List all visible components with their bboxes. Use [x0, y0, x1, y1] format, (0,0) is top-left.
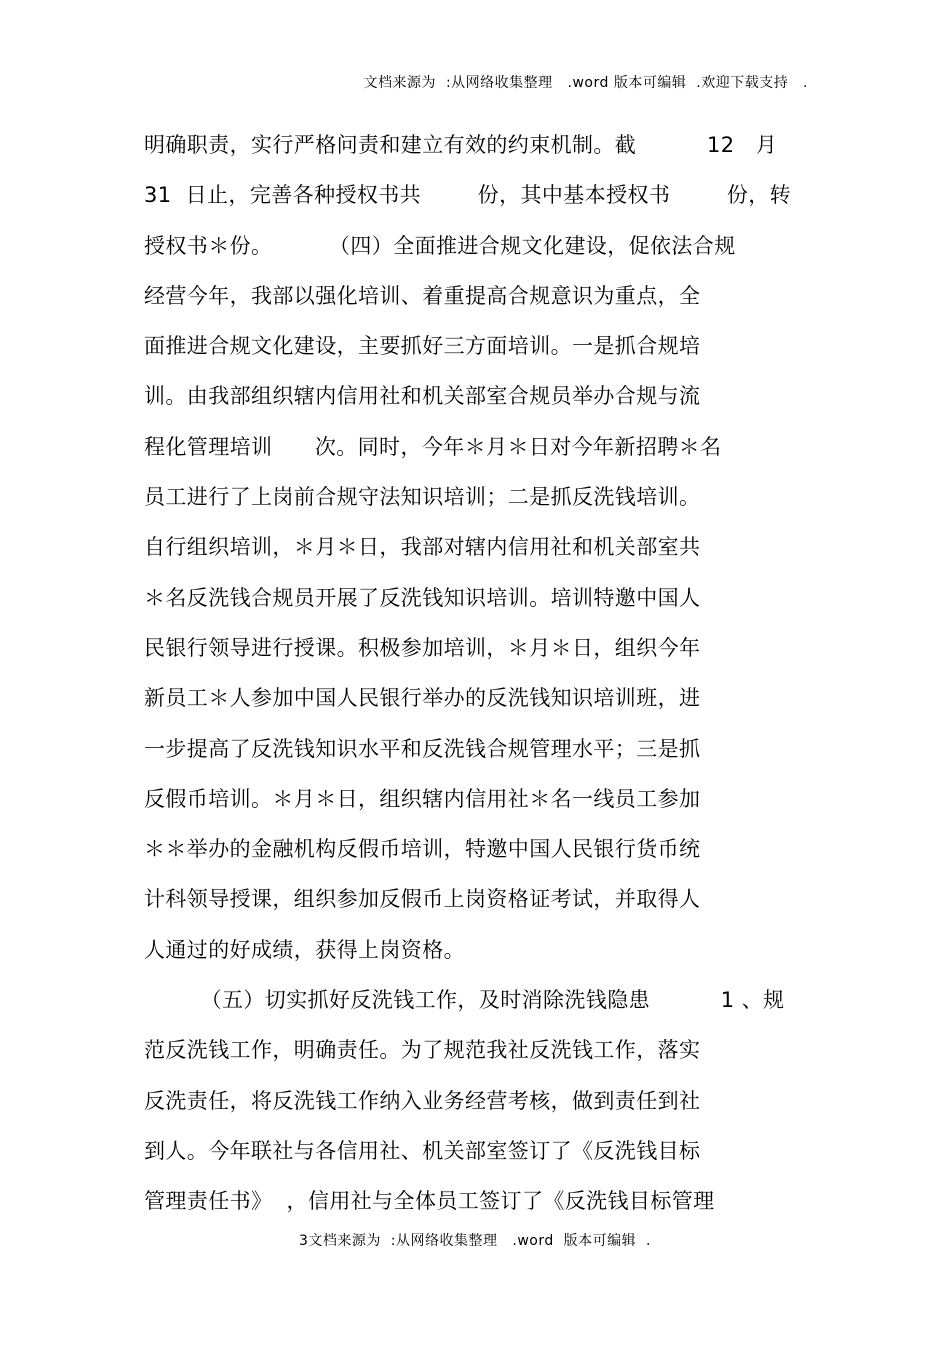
body-line: 人通过的好成绩，获得上岗资格。 — [144, 937, 465, 962]
body-line: ＊＊举办的金融机构反假币培训，特邀中国人民银行货币统 — [144, 837, 701, 862]
body-line: 管理责任书》 ，信用社与全体员工签订了《反洗钱目标管理 — [144, 1189, 715, 1214]
body-line: 程化管理培训 次。同时，今年＊月＊日对今年新招聘＊名 — [144, 434, 722, 459]
body-line: 范反洗钱工作，明确责任。为了规范我社反洗钱工作，落实 — [144, 1038, 701, 1063]
body-line: 一步提高了反洗钱知识水平和反洗钱合规管理水平；三是抓 — [144, 736, 701, 761]
body-line: 授权书＊份。 （四）全面推进合规文化建设，促依法合规 — [144, 233, 736, 258]
body-line: ＊名反洗钱合规员开展了反洗钱知识培训。培训特邀中国人 — [144, 585, 701, 610]
body-line: 反洗责任，将反洗钱工作纳入业务经营考核，做到责任到社 — [144, 1088, 701, 1113]
body-line: 民银行领导进行授课。积极参加培训，＊月＊日，组织今年 — [144, 635, 701, 660]
body-line: 经营今年，我部以强化培训、着重提高合规意识为重点，全 — [144, 283, 701, 308]
body-line: 反假币培训。＊月＊日，组织辖内信用社＊名一线员工参加 — [144, 786, 701, 811]
body-line: （五）切实抓好反洗钱工作，及时消除洗钱隐患 1 、规 — [144, 988, 785, 1013]
body-line: 计科领导授课，组织参加反假币上岗资格证考试，并取得人 — [144, 887, 701, 912]
body-line: 员工进行了上岗前合规守法知识培训；二是抓反洗钱培训。 — [144, 485, 701, 510]
body-line: 31 日止，完善各种授权书共 份，其中基本授权书 份，转 — [144, 183, 792, 208]
body-line: 训。由我部组织辖内信用社和机关部室合规员举办合规与流 — [144, 384, 701, 409]
body-line: 面推进合规文化建设，主要抓好三方面培训。一是抓合规培 — [144, 334, 701, 359]
body-line: 新员工＊人参加中国人民银行举办的反洗钱知识培训班，进 — [144, 686, 701, 711]
page-footer: 3文档来源为 :从网络收集整理 .word 版本可编辑 . — [299, 1233, 651, 1249]
body-line: 到人。今年联社与各信用社、机关部室签订了《反洗钱目标 — [144, 1138, 701, 1163]
document-body — [144, 120, 804, 1227]
body-line: 明确职责，实行严格问责和建立有效的约束机制。截 12 月 — [144, 133, 778, 157]
page-header: 文档来源为 :从网络收集整理 .word 版本可编辑 .欢迎下载支持 . — [363, 75, 808, 91]
body-line: 自行组织培训，＊月＊日，我部对辖内信用社和机关部室共 — [144, 535, 701, 560]
